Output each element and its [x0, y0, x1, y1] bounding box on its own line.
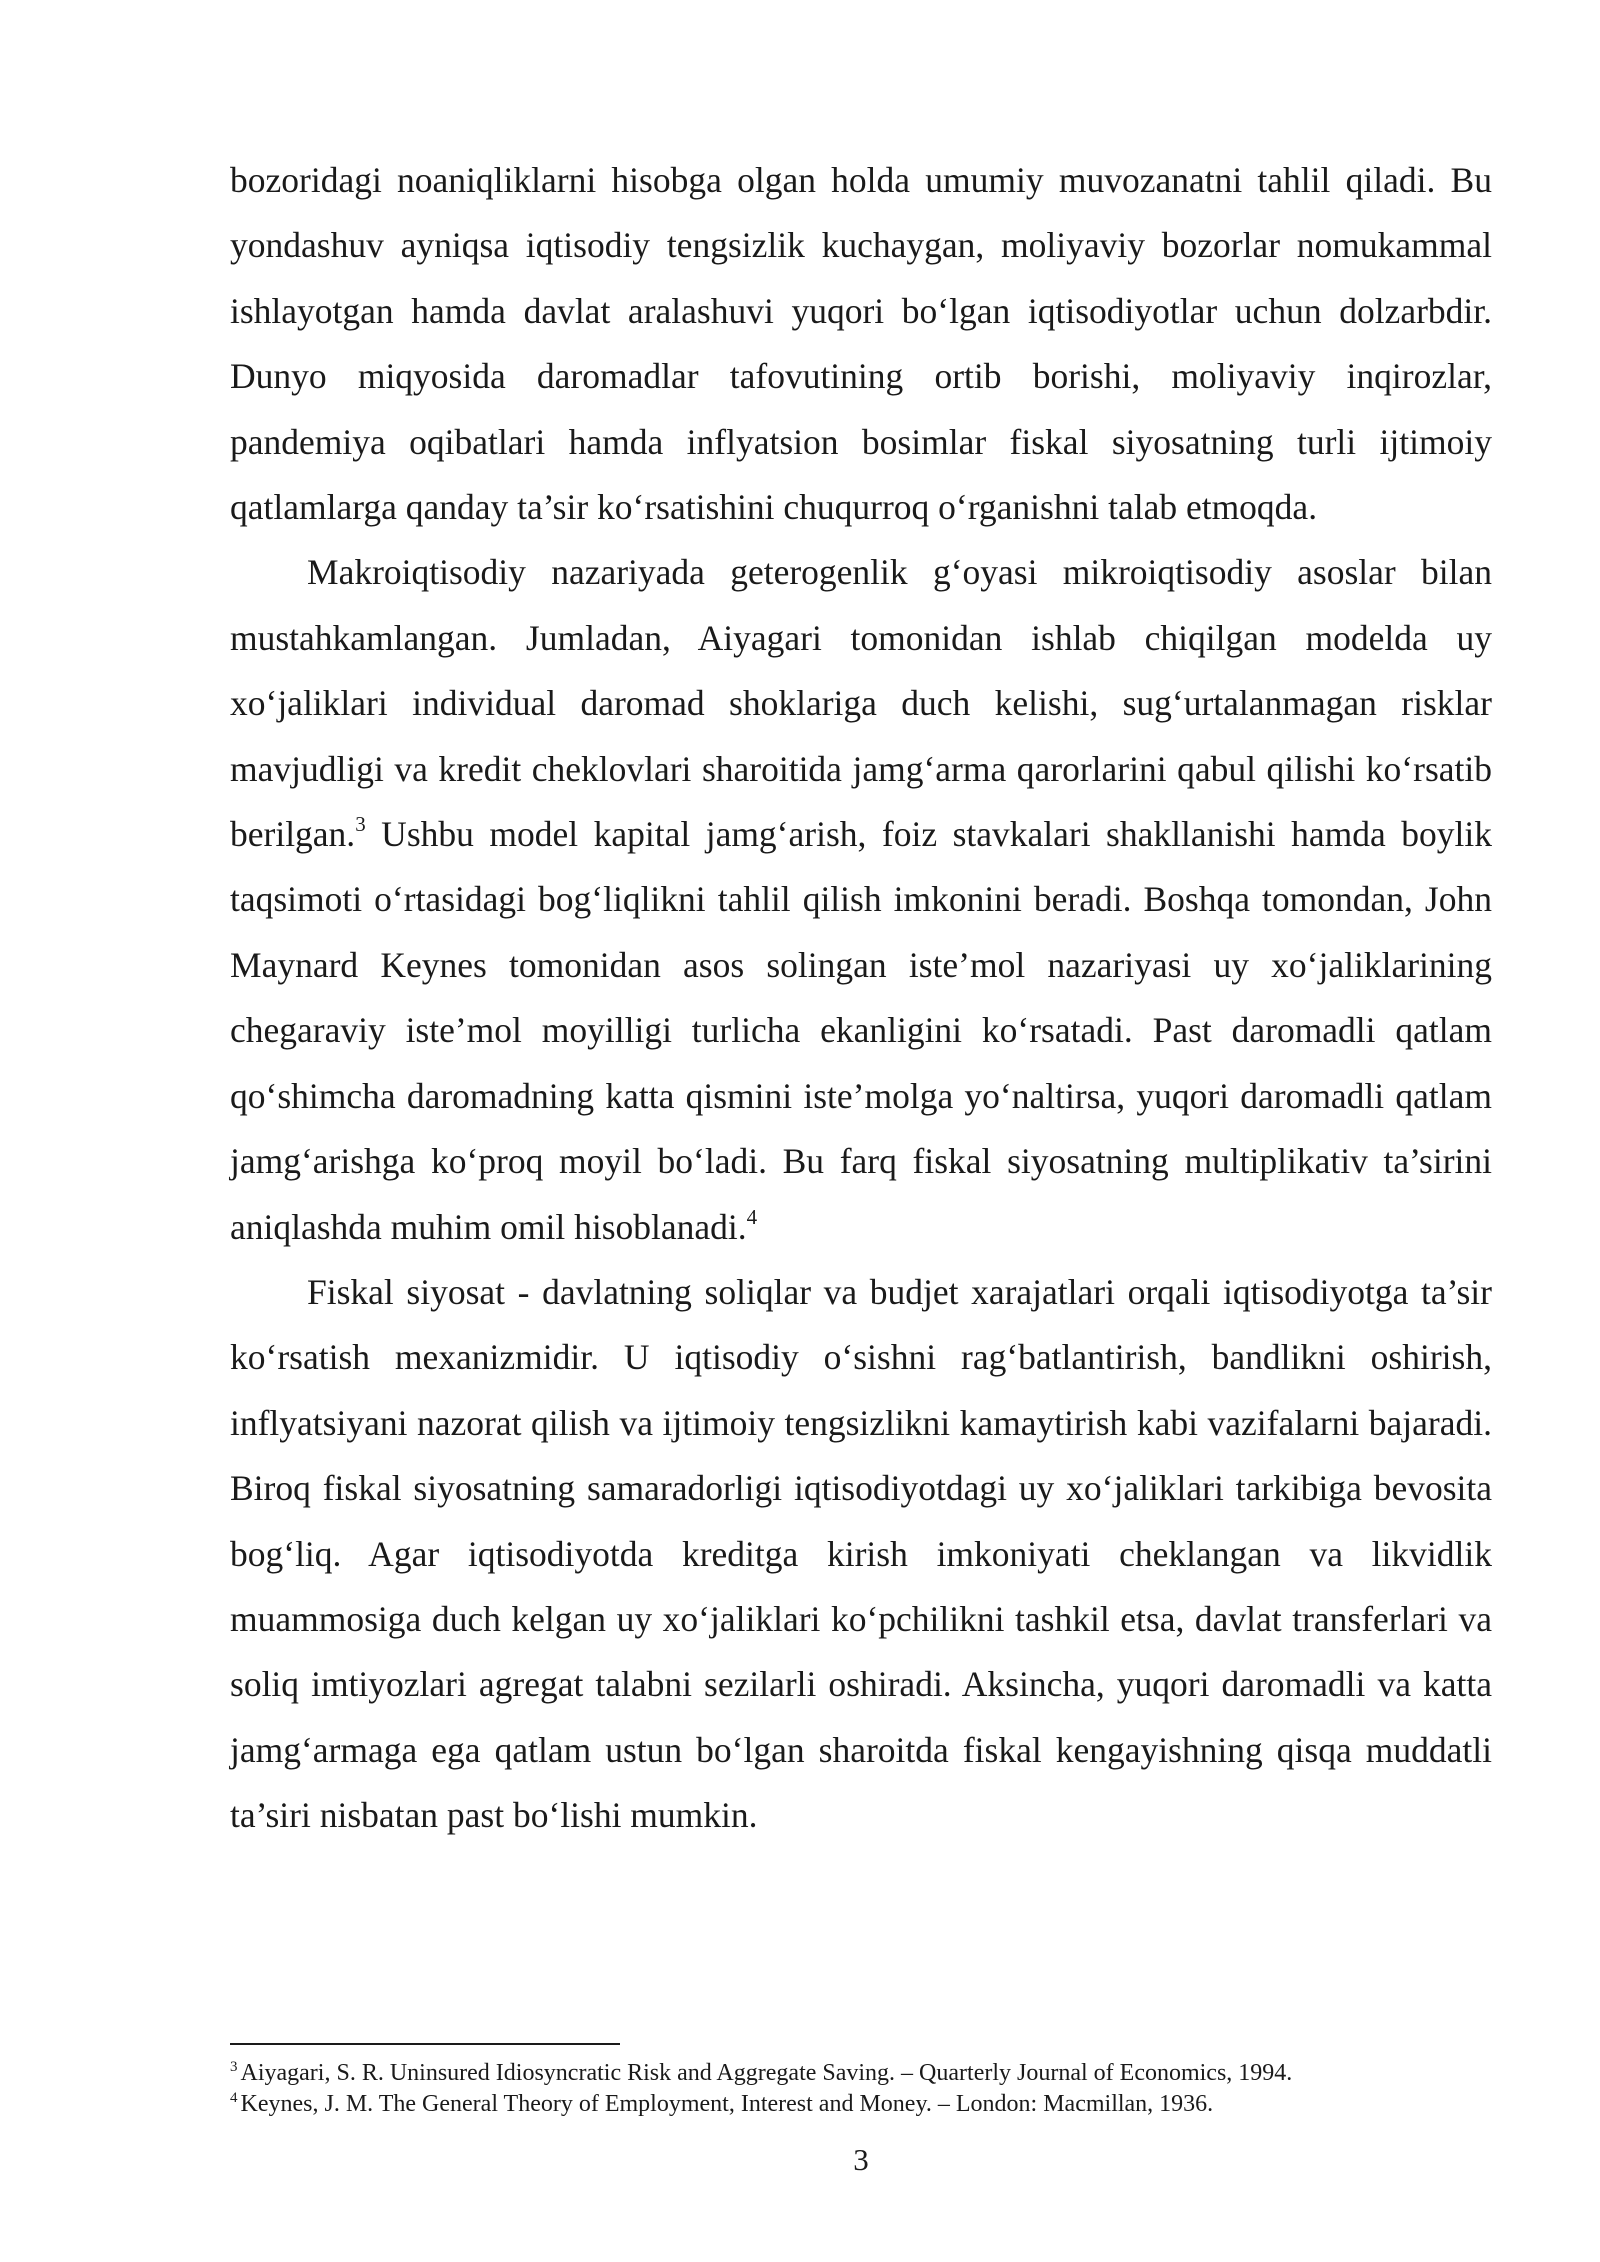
footnote-text: Aiyagari, S. R. Uninsured Idiosyncratic Risk and Aggregate Saving. – Quarterly Journal of Economics, 1994. — [240, 2060, 1293, 2086]
footnote-reference: 3 — [355, 812, 366, 837]
paragraph — [230, 540, 1492, 1259]
paragraph-text: Makroiqtisodiy nazariyada geterogenlik g‘oyasi mikroiqtisodiy asoslar bilan mustahkamlangan. Jumladan, Aiyagari tomonidan ishlab chiqilgan modelda uy xo‘jaliklari individual daromad shoklariga duch kelishi, sug‘urtalanmagan risklar mavjudligi va kredit cheklovlari sharoitida jamg‘arma qarorlarini qabul qilishi ko‘rsatib berilgan. — [230, 552, 1492, 855]
footnote-text: Keynes, J. M. The General Theory of Employment, Interest and Money. – London: Macmillan, 1936. — [240, 2091, 1214, 2117]
footnote-separator — [230, 2043, 620, 2045]
footnotes — [230, 2058, 1492, 2120]
footnote-reference: 4 — [746, 1204, 758, 1229]
footnote-number: 4 — [230, 2090, 238, 2106]
page-number: 3 — [853, 2142, 869, 2177]
footnote — [230, 2089, 1492, 2120]
paragraph — [230, 148, 1492, 540]
body-text — [230, 148, 1492, 1849]
paragraph-text: Ushbu model kapital jamg‘arish, foiz stavkalari shakllanishi hamda boylik taqsimoti o‘rtasidagi bog‘liqlikni tahlil qilish imkonini beradi. Boshqa tomondan, John Maynard Keynes tomonidan asos solingan iste’mol nazariyasi uy xo‘jaliklarining chegaraviy iste’mol moyilligi turlicha ekanligini ko‘rsatadi. Past daromadli qatlam qo‘shimcha daromadning katta qismini iste’molga yo‘naltirsa, yuqori daromadli qatlam jamg‘arishga ko‘proq moyil bo‘ladi. Bu farq fiskal siyosatning multiplikativ ta’sirini aniqlashda muhim omil hisoblanadi. — [230, 814, 1492, 1247]
paragraph-text: Fiskal siyosat - davlatning soliqlar va budjet xarajatlari orqali iqtisodiyotga ta’sir ko‘rsatish mexanizmidir. U iqtisodiy o‘sishni rag‘batlantirish, bandlikni oshirish, inflyatsiyani nazorat qilish va ijtimoiy tengsizlikni kamaytirish kabi vazifalarni bajaradi. Biroq fiskal siyosatning samaradorligi iqtisodiyotdagi uy xo‘jaliklari tarkibiga bevosita bog‘liq. Agar iqtisodiyotda kreditga kirish imkoniyati cheklangan va likvidlik muammosiga duch kelgan uy xo‘jaliklari ko‘pchilikni tashkil etsa, davlat transferlari va soliq imtiyozlari agregat talabni sezilarli oshiradi. Aksincha, yuqori daromadli va katta jamg‘armaga ega qatlam ustun bo‘lgan sharoitda fiskal kengayishning qisqa muddatli ta’siri nisbatan past bo‘lishi mumkin. — [230, 1271, 1492, 1836]
paragraph-text: bozoridagi noaniqliklarni hisobga olgan holda umumiy muvozanatni tahlil qiladi. Bu yondashuv ayniqsa iqtisodiy tengsizlik kuchaygan, moliyaviy bozorlar nomukammal ishlayotgan hamda davlat aralashuvi yuqori bo‘lgan iqtisodiyotlar uchun dolzarbdir. Dunyo miqyosida daromadlar tafovutining ortib borishi, moliyaviy inqirozlar, pandemiya oqibatlari hamda inflyatsion bosimlar fiskal siyosatning turli ijtimoiy qatlamlarga qanday ta’sir ko‘rsatishini chuqurroq o‘rganishni talab etmoqda. — [230, 160, 1492, 528]
document-page — [230, 0, 1492, 2262]
paragraph — [230, 1260, 1492, 1849]
footnote — [230, 2058, 1492, 2089]
footnote-number: 3 — [230, 2059, 238, 2075]
